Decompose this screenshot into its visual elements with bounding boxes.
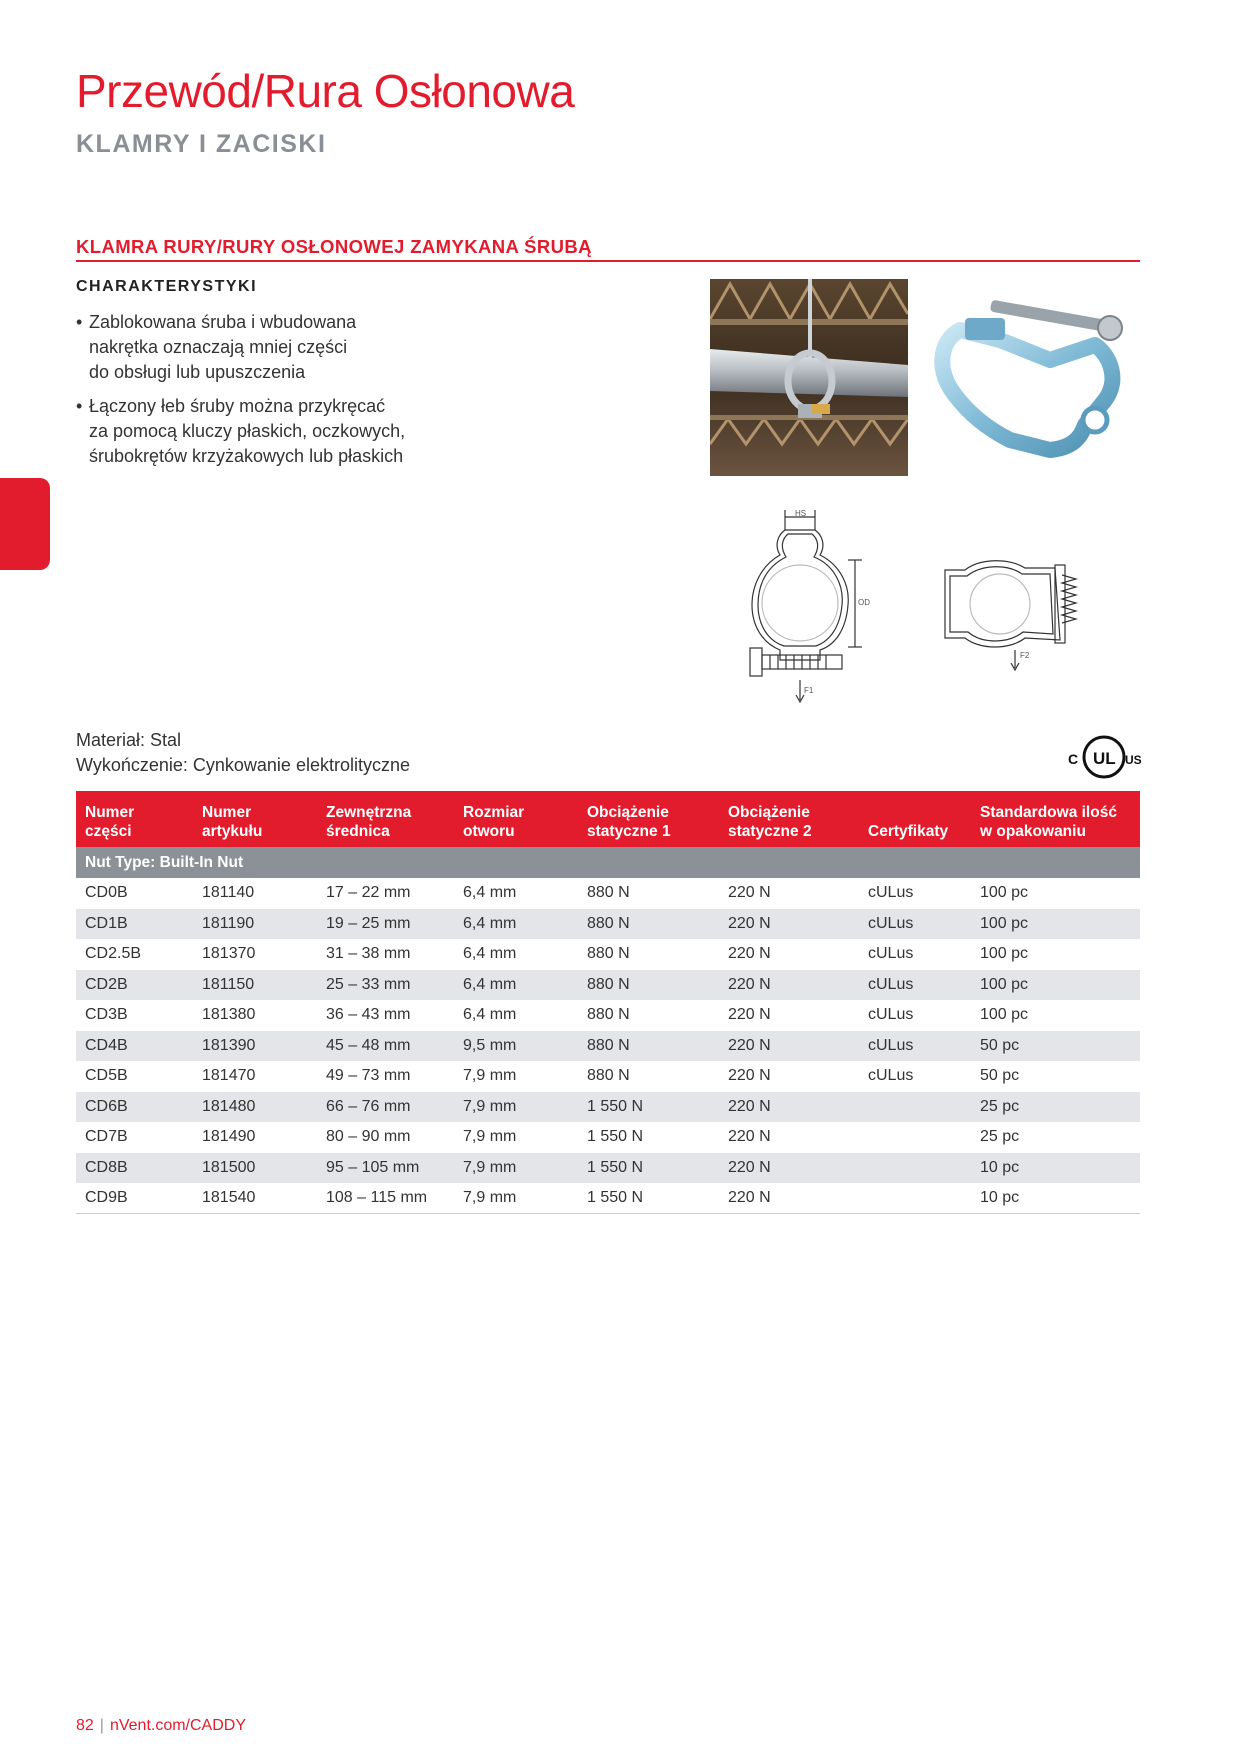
column-header-line: Obciążenie — [587, 804, 669, 821]
feature-text: Łączony łeb śruby można przykręcać za pomocą kluczy płaskich, oczkowych, śrubokrętów krzyżakowych lub płaskich — [89, 396, 406, 466]
cert-ul-label: UL — [1093, 749, 1116, 768]
table-cell: CD9B — [76, 1183, 193, 1214]
bullet-icon: • — [76, 396, 83, 416]
table-cell: 1 550 N — [578, 1153, 719, 1184]
column-header — [76, 791, 193, 847]
table-cell: 880 N — [578, 909, 719, 940]
table-cell: CD5B — [85, 1067, 128, 1085]
table-cell: 108 – 115 mm — [317, 1183, 454, 1214]
table-cell: 95 – 105 mm — [317, 1153, 454, 1184]
page-footer — [76, 1717, 246, 1735]
table-cell: 181140 — [202, 884, 255, 902]
column-header — [454, 791, 578, 847]
table-row — [76, 1153, 1140, 1184]
page-number: 82 — [76, 1717, 94, 1734]
section-title: KLAMRA RURY/RURY OSŁONOWEJ ZAMYKANA ŚRUBĄ — [76, 236, 592, 257]
table-cell: 7,9 mm — [454, 1092, 578, 1123]
column-header-line: statyczne 2 — [728, 823, 812, 840]
table-cell: 220 N — [719, 1153, 859, 1184]
table-cell: CD1B — [76, 909, 193, 940]
table-cell: 49 – 73 mm — [326, 1067, 411, 1085]
table-cell: 181370 — [202, 945, 256, 963]
table-cell: CD7B — [85, 1128, 128, 1146]
section-tab-marker — [0, 478, 50, 570]
table-cell: 10 pc — [971, 1183, 1140, 1214]
table-cell: cULus — [868, 945, 914, 963]
table-cell: 880 N — [578, 970, 719, 1001]
table-cell: 1 550 N — [578, 1183, 719, 1214]
table-cell: CD3B — [85, 1006, 128, 1024]
table-cell: 6,4 mm — [463, 884, 517, 902]
table-row — [76, 1061, 1140, 1092]
technical-drawing-side — [940, 550, 1090, 690]
bullet-icon: • — [76, 312, 83, 332]
table-cell: 181190 — [193, 909, 317, 940]
table-cell: 181540 — [193, 1183, 317, 1214]
table-cell: 880 N — [587, 1006, 630, 1024]
table-cell: CD0B — [85, 884, 128, 902]
table-cell: 880 N — [578, 1031, 719, 1062]
table-header-row — [76, 791, 1140, 847]
column-header — [317, 791, 454, 847]
column-header — [859, 791, 971, 847]
table-cell: 100 pc — [980, 884, 1029, 902]
table-cell: 220 N — [728, 1067, 771, 1085]
table-cell: 6,4 mm — [454, 909, 578, 940]
table-cell: 220 N — [728, 1128, 771, 1146]
table-cell: 36 – 43 mm — [326, 1006, 411, 1024]
feature-item — [76, 310, 536, 385]
table-cell: 7,9 mm — [454, 1183, 578, 1214]
culus-certification-icon — [1066, 734, 1142, 780]
table-cell: CD2B — [76, 970, 193, 1001]
f1-label: F1 — [804, 686, 814, 695]
table-row — [76, 1183, 1140, 1214]
table-cell: 220 N — [719, 1183, 859, 1214]
column-header-line: Rozmiar — [463, 804, 525, 821]
table-cell: 880 N — [587, 884, 630, 902]
table-cell: 50 pc — [980, 1067, 1020, 1085]
table-cell: 1 550 N — [587, 1128, 644, 1146]
table-cell: 220 N — [728, 1006, 771, 1024]
od-label: OD — [858, 598, 870, 607]
table-cell: cULus — [859, 970, 971, 1001]
table-cell: 181470 — [202, 1067, 256, 1085]
table-cell: 7,9 mm — [454, 1153, 578, 1184]
column-header-line: Certyfikaty — [868, 823, 949, 840]
footer-separator: | — [99, 1717, 104, 1734]
cert-c-label: C — [1068, 751, 1079, 767]
feature-item — [76, 394, 536, 469]
table-cell: 220 N — [719, 970, 859, 1001]
column-header-line: w opakowaniu — [980, 823, 1086, 840]
table-cell: 6,4 mm — [454, 970, 578, 1001]
table-cell: CD2.5B — [85, 945, 142, 963]
feature-text: Zablokowana śruba i wbudowana nakrętka oznaczają mniej części do obsługi lub upuszczenia — [89, 312, 357, 382]
section-divider — [76, 260, 1140, 262]
table-cell: cULus — [868, 884, 914, 902]
table-cell: cULus — [868, 1067, 914, 1085]
column-header — [971, 791, 1140, 847]
table-cell: 17 – 22 mm — [326, 884, 411, 902]
finish-spec: Wykończenie: Cynkowanie elektrolityczne — [76, 755, 410, 775]
table-cell: 80 – 90 mm — [326, 1128, 411, 1146]
table-cell: 100 pc — [980, 1006, 1029, 1024]
column-header-line: statyczne 1 — [587, 823, 671, 840]
table-cell: cULus — [859, 909, 971, 940]
table-cell: 181150 — [193, 970, 317, 1001]
table-cell: CD8B — [76, 1153, 193, 1184]
table-cell: CD4B — [76, 1031, 193, 1062]
f2-label: F2 — [1020, 651, 1030, 660]
table-cell: cULus — [868, 1006, 914, 1024]
table-cell: 181500 — [193, 1153, 317, 1184]
table-cell — [859, 1122, 971, 1153]
table-cell: 220 N — [719, 1031, 859, 1062]
cert-us-label: US — [1125, 753, 1142, 767]
table-row — [76, 970, 1140, 1001]
table-cell: 25 pc — [971, 1092, 1140, 1123]
table-cell: 181480 — [193, 1092, 317, 1123]
table-row — [76, 1031, 1140, 1062]
table-cell — [859, 1183, 971, 1214]
table-cell: 25 pc — [980, 1128, 1020, 1146]
spec-table — [76, 791, 1140, 1214]
product-image — [930, 300, 1140, 470]
features-list — [76, 310, 536, 478]
column-header-line: otworu — [463, 823, 515, 840]
table-cell: 100 pc — [971, 909, 1140, 940]
features-heading: CHARAKTERYSTYKI — [76, 278, 258, 295]
table-cell: 50 pc — [971, 1031, 1140, 1062]
table-group-row — [76, 847, 1140, 878]
table-cell: 220 N — [728, 884, 771, 902]
table-cell: 19 – 25 mm — [317, 909, 454, 940]
column-header-line: Numer — [202, 804, 252, 821]
table-cell: CD6B — [76, 1092, 193, 1123]
table-cell: 25 – 33 mm — [317, 970, 454, 1001]
footer-url[interactable]: nVent.com/CADDY — [109, 1717, 247, 1734]
table-row — [76, 878, 1140, 909]
column-header-line: części — [85, 823, 132, 840]
table-cell: 880 N — [587, 945, 630, 963]
table-row — [76, 939, 1140, 970]
table-cell: 9,5 mm — [454, 1031, 578, 1062]
table-cell: 6,4 mm — [463, 945, 517, 963]
column-header-line: Numer — [85, 804, 135, 821]
table-cell: 10 pc — [971, 1153, 1140, 1184]
column-header-line: średnica — [326, 823, 390, 840]
page-subtitle: KLAMRY I ZACISKI — [76, 130, 327, 158]
table-cell: 7,9 mm — [463, 1067, 517, 1085]
table-cell: 6,4 mm — [463, 1006, 517, 1024]
column-header — [193, 791, 317, 847]
table-cell: 880 N — [587, 1067, 630, 1085]
table-cell: 66 – 76 mm — [317, 1092, 454, 1123]
table-cell: 220 N — [719, 909, 859, 940]
table-cell: 220 N — [719, 1092, 859, 1123]
hs-label: HS — [795, 509, 807, 518]
table-cell: 1 550 N — [578, 1092, 719, 1123]
table-cell: cULus — [859, 1031, 971, 1062]
material-spec: Materiał: Stal — [76, 730, 182, 750]
table-cell: 31 – 38 mm — [326, 945, 411, 963]
column-header-line: Zewnętrzna — [326, 804, 412, 821]
table-cell: 181390 — [193, 1031, 317, 1062]
table-cell: 220 N — [728, 945, 771, 963]
table-row — [76, 1122, 1140, 1153]
table-cell: 100 pc — [971, 970, 1140, 1001]
table-cell: 181490 — [202, 1128, 256, 1146]
installation-photo — [710, 279, 908, 476]
column-header-line: artykułu — [202, 823, 263, 840]
table-row — [76, 1092, 1140, 1123]
table-cell — [859, 1153, 971, 1184]
column-header-line: Obciążenie — [728, 804, 810, 821]
table-cell: 181380 — [202, 1006, 256, 1024]
group-label: Nut Type: Built-In Nut — [76, 847, 1140, 878]
table-cell: 45 – 48 mm — [317, 1031, 454, 1062]
table-row — [76, 1000, 1140, 1031]
column-header — [719, 791, 859, 847]
table-row — [76, 909, 1140, 940]
table-cell — [859, 1092, 971, 1123]
column-header-line: Standardowa ilość — [980, 804, 1117, 821]
page-title: Przewód/Rura Osłonowa — [76, 65, 575, 117]
table-cell: 7,9 mm — [463, 1128, 517, 1146]
technical-drawing-front — [740, 505, 880, 715]
column-header — [578, 791, 719, 847]
table-cell: 100 pc — [980, 945, 1029, 963]
